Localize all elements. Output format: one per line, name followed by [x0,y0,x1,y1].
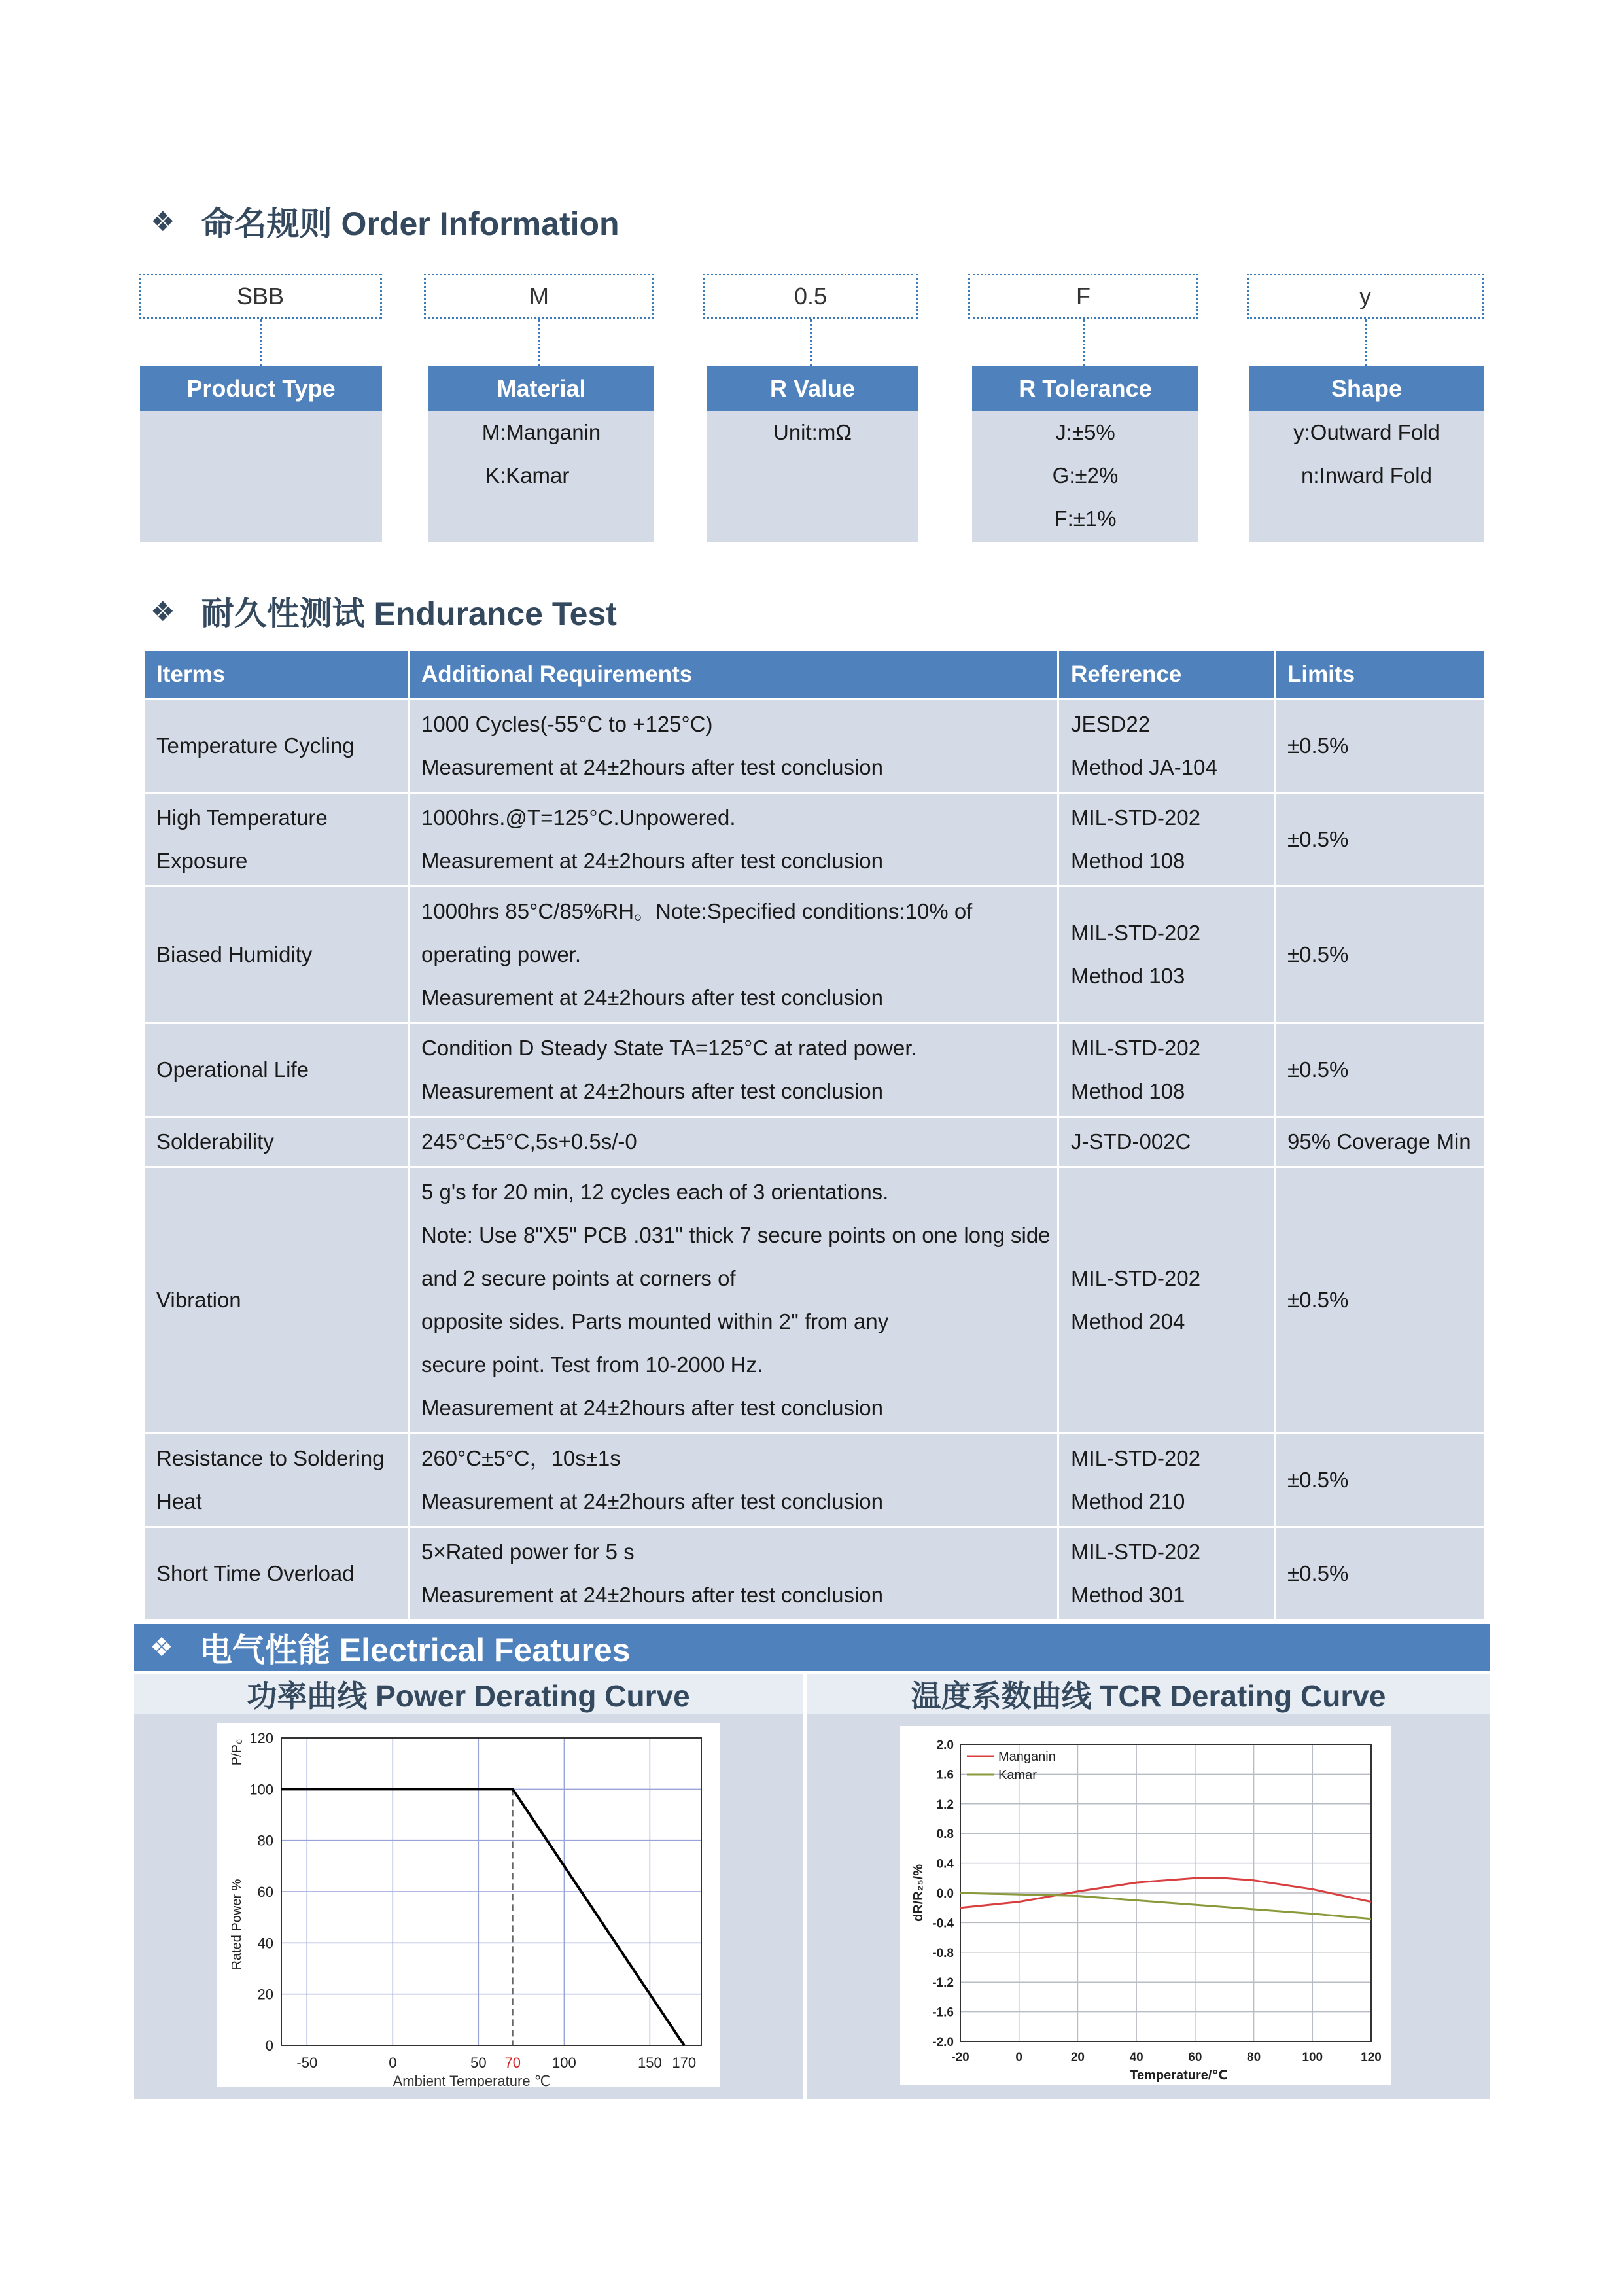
cell-reference [1058,887,1275,1023]
endurance-title-text: 耐久性测试 Endurance Test [201,595,617,632]
order-col-product-type [140,366,382,542]
y-tick-label: 60 [257,1884,273,1900]
cell-line: secure point. Test from 10-2000 Hz. [421,1352,763,1377]
order-col-header: R Tolerance [972,366,1198,411]
cell-reference [1058,1527,1275,1621]
cell-reference [1058,1434,1275,1527]
cell-requirements [409,1167,1058,1434]
cell-item [144,887,409,1023]
col-header-requirements: Additional Requirements [409,650,1058,699]
table-header-row [144,650,1485,699]
cell-line: J-STD-002C [1071,1129,1191,1154]
connector-line [260,319,262,366]
table-row [144,699,1485,793]
connector-line [1083,319,1085,366]
y-axis-label: Rated Power % [230,1879,244,1970]
cell-line: 1000hrs.@T=125°C.Unpowered. [421,805,736,830]
cell-line: Exposure [156,849,248,873]
x-tick-label: -20 [951,2051,969,2064]
cell-line: High Temperature [156,805,328,830]
cell-line: MIL-STD-202 [1071,1446,1201,1470]
cell-limit: ±0.5% [1275,1167,1485,1434]
y-tick-label: -1.2 [932,1976,954,1990]
cell-line: MIL-STD-202 [1071,1266,1201,1290]
order-col-header: R Value [707,366,918,411]
y-tick-label: 1.2 [936,1797,954,1812]
diamond-bullet-icon: ❖ [150,1633,173,1662]
cell-line: MIL-STD-202 [1071,1540,1201,1564]
cell-line: Method JA-104 [1071,755,1217,779]
y-tick-label: 2.0 [936,1739,954,1752]
y-tick-label: -2.0 [932,2036,954,2049]
order-col-r-value [707,366,918,542]
table-row [144,887,1485,1023]
cell-line: 245°C±5°C,5s+0.5s/-0 [421,1129,637,1154]
x-tick-label: 100 [552,2055,576,2071]
cell-line: Short Time Overload [156,1561,355,1585]
order-option: y:Outward Fold [1293,420,1440,444]
table-row [144,1527,1485,1621]
power-chart-box [217,1723,720,2087]
cell-line: Method 108 [1071,1079,1185,1103]
cell-limit: ±0.5% [1275,887,1485,1023]
x-tick-label: 0 [389,2055,397,2071]
series-line-kamar [960,1893,1371,1919]
diamond-bullet-icon: ❖ [150,205,175,237]
cell-item [144,1527,409,1621]
code-box-r-tolerance: F [968,274,1198,319]
cell-line: Note: Use 8"X5" PCB .031" thick 7 secure points on one long side [421,1223,1051,1247]
tcr-derating-chart [900,1726,1391,2085]
tcr-panel-title: 温度系数曲线 TCR Derating Curve [807,1674,1490,1714]
x-tick-label: 120 [1361,2051,1382,2064]
y-tick-label: 100 [249,1781,273,1798]
y-tick-label: 0 [265,2038,273,2054]
table-row [144,1434,1485,1527]
order-col-header: Material [428,366,654,411]
cell-line: JESD22 [1071,712,1151,736]
x-axis-label: Ambient Temperature ℃ [393,2073,551,2087]
cell-limit: ±0.5% [1275,1023,1485,1117]
y-tick-label: 1.6 [936,1768,954,1782]
y-tick-label: 120 [249,1730,273,1746]
y-tick-label: 40 [257,1935,273,1952]
endurance-table [143,649,1486,1621]
cell-line: Measurement at 24±2hours after test conclusion [421,1583,883,1607]
cell-line: Heat [156,1489,202,1513]
cell-item [144,1434,409,1527]
code-box-shape: y [1247,274,1484,319]
cell-limit: ±0.5% [1275,699,1485,793]
x-tick-label: 60 [1188,2051,1202,2064]
col-header-items: Iterms [144,650,409,699]
y-tick-label: 0.4 [936,1857,954,1871]
x-axis-label: Temperature/℃ [1130,2068,1228,2083]
cell-requirements [409,1527,1058,1621]
cell-reference [1058,1023,1275,1117]
cell-limit: ±0.5% [1275,1434,1485,1527]
cell-requirements [409,1434,1058,1527]
cell-line: operating power. [421,942,582,966]
legend-label: Kamar [998,1768,1037,1782]
table-row [144,1023,1485,1117]
legend-label: Manganin [998,1750,1056,1764]
cell-line: Temperature Cycling [156,733,355,758]
order-option: J:±5% [1055,420,1115,444]
derating-line [281,1789,684,2045]
cell-limit: ±0.5% [1275,1527,1485,1621]
cell-line: 1000hrs 85°C/85%RH。Note:Specified conditions:10% of [421,899,973,923]
connector-line [1365,319,1367,366]
cell-line: Vibration [156,1288,241,1312]
x-tick-label: 100 [1302,2051,1323,2064]
tcr-chart-box [900,1726,1391,2085]
cell-line: Method 204 [1071,1309,1185,1333]
x-tick-label: 40 [1129,2051,1143,2064]
code-box-r-value: 0.5 [703,274,918,319]
cell-line: 5 g's for 20 min, 12 cycles each of 3 orientations. [421,1180,889,1204]
power-derating-chart [217,1723,720,2087]
cell-requirements [409,699,1058,793]
cell-line: and 2 secure points at corners of [421,1266,736,1290]
code-box-material: M [424,274,654,319]
cell-line: Measurement at 24±2hours after test conclusion [421,1079,883,1103]
cell-requirements [409,793,1058,887]
order-col-material [428,366,654,542]
connector-line [538,319,540,366]
cell-line: Condition D Steady State TA=125°C at rated power. [421,1036,917,1060]
cell-limit: ±0.5% [1275,793,1485,887]
y-axis-label-secondary: P/P₀ [230,1739,244,1766]
y-tick-label: 0.8 [936,1828,954,1842]
order-option: M:Manganin [481,420,601,444]
cell-line: Measurement at 24±2hours after test conclusion [421,849,883,873]
diamond-bullet-icon: ❖ [150,595,175,627]
order-section-title [150,198,620,245]
power-derating-panel [134,1674,803,2099]
cell-reference [1058,1117,1275,1167]
cell-item [144,699,409,793]
cell-line: MIL-STD-202 [1071,805,1201,830]
y-tick-label: 80 [257,1832,273,1849]
y-tick-label: 20 [257,1986,273,2003]
cell-reference [1058,793,1275,887]
order-title-text: 命名规则 Order Information [201,205,620,242]
code-box-product-type: SBB [139,274,382,319]
cell-item [144,1023,409,1117]
cell-line: Method 103 [1071,964,1185,988]
cell-line: Measurement at 24±2hours after test conclusion [421,1396,883,1420]
cell-line: Method 108 [1071,849,1185,873]
cell-reference [1058,1167,1275,1434]
cell-line: Measurement at 24±2hours after test conclusion [421,985,883,1010]
y-tick-label: -0.4 [932,1916,954,1931]
col-header-reference: Reference [1058,650,1275,699]
cell-line: Biased Humidity [156,942,313,966]
electrical-section-title [134,1624,1490,1671]
order-col-header: Shape [1249,366,1484,411]
cell-requirements [409,887,1058,1023]
y-tick-label: 0.0 [936,1887,954,1901]
cell-reference [1058,699,1275,793]
x-tick-label: 150 [638,2055,662,2071]
y-tick-label: -1.6 [932,2005,954,2020]
cell-line: 1000 Cycles(-55°C to +125°C) [421,712,713,736]
order-col-shape [1249,366,1484,542]
order-col-header: Product Type [140,366,382,411]
cell-item [144,793,409,887]
col-header-limits: Limits [1275,650,1485,699]
cell-limit: 95% Coverage Min [1275,1117,1485,1167]
x-tick-label: -50 [296,2055,318,2071]
cell-line: Measurement at 24±2hours after test conclusion [421,1489,883,1513]
y-tick-label: -0.8 [932,1946,954,1960]
cell-item [144,1117,409,1167]
cell-line: Resistance to Soldering [156,1446,385,1470]
order-option: G:±2% [1052,463,1119,487]
endurance-section-title [150,588,617,635]
cell-line: MIL-STD-202 [1071,1036,1201,1060]
power-panel-title: 功率曲线 Power Derating Curve [134,1674,803,1714]
tcr-derating-panel [807,1674,1490,2099]
x-tick-label: 80 [1247,2051,1261,2064]
cell-line: Operational Life [156,1057,309,1082]
order-option: n:Inward Fold [1301,463,1432,487]
x-tick-label: 0 [1015,2051,1023,2064]
cell-line: 260°C±5°C，10s±1s [421,1446,621,1470]
cell-requirements [409,1023,1058,1117]
order-col-r-tolerance [972,366,1198,542]
cell-requirements [409,1117,1058,1167]
x-tick-label: 50 [470,2055,487,2071]
cell-line: Solderability [156,1129,274,1154]
order-option: F:±1% [1054,506,1117,531]
order-option: K:Kamar [485,463,570,487]
cell-line: 5×Rated power for 5 s [421,1540,635,1564]
x-tick-label: 20 [1070,2051,1085,2064]
electrical-title-text: 电气性能 Electrical Features [199,1632,631,1669]
table-row [144,1167,1485,1434]
cell-line: Method 301 [1071,1583,1185,1607]
table-row [144,1117,1485,1167]
connector-line [810,319,812,366]
x-tick-label: 170 [672,2055,697,2071]
cell-line: Method 210 [1071,1489,1185,1513]
y-axis-label: dR/R₂₅/% [911,1863,926,1922]
order-option: Unit:mΩ [773,420,852,444]
cell-line: Measurement at 24±2hours after test conclusion [421,755,883,779]
cell-line: opposite sides. Parts mounted within 2" from any [421,1309,889,1333]
cell-item [144,1167,409,1434]
x-tick-label: 70 [504,2055,521,2071]
cell-line: MIL-STD-202 [1071,921,1201,945]
table-row [144,793,1485,887]
